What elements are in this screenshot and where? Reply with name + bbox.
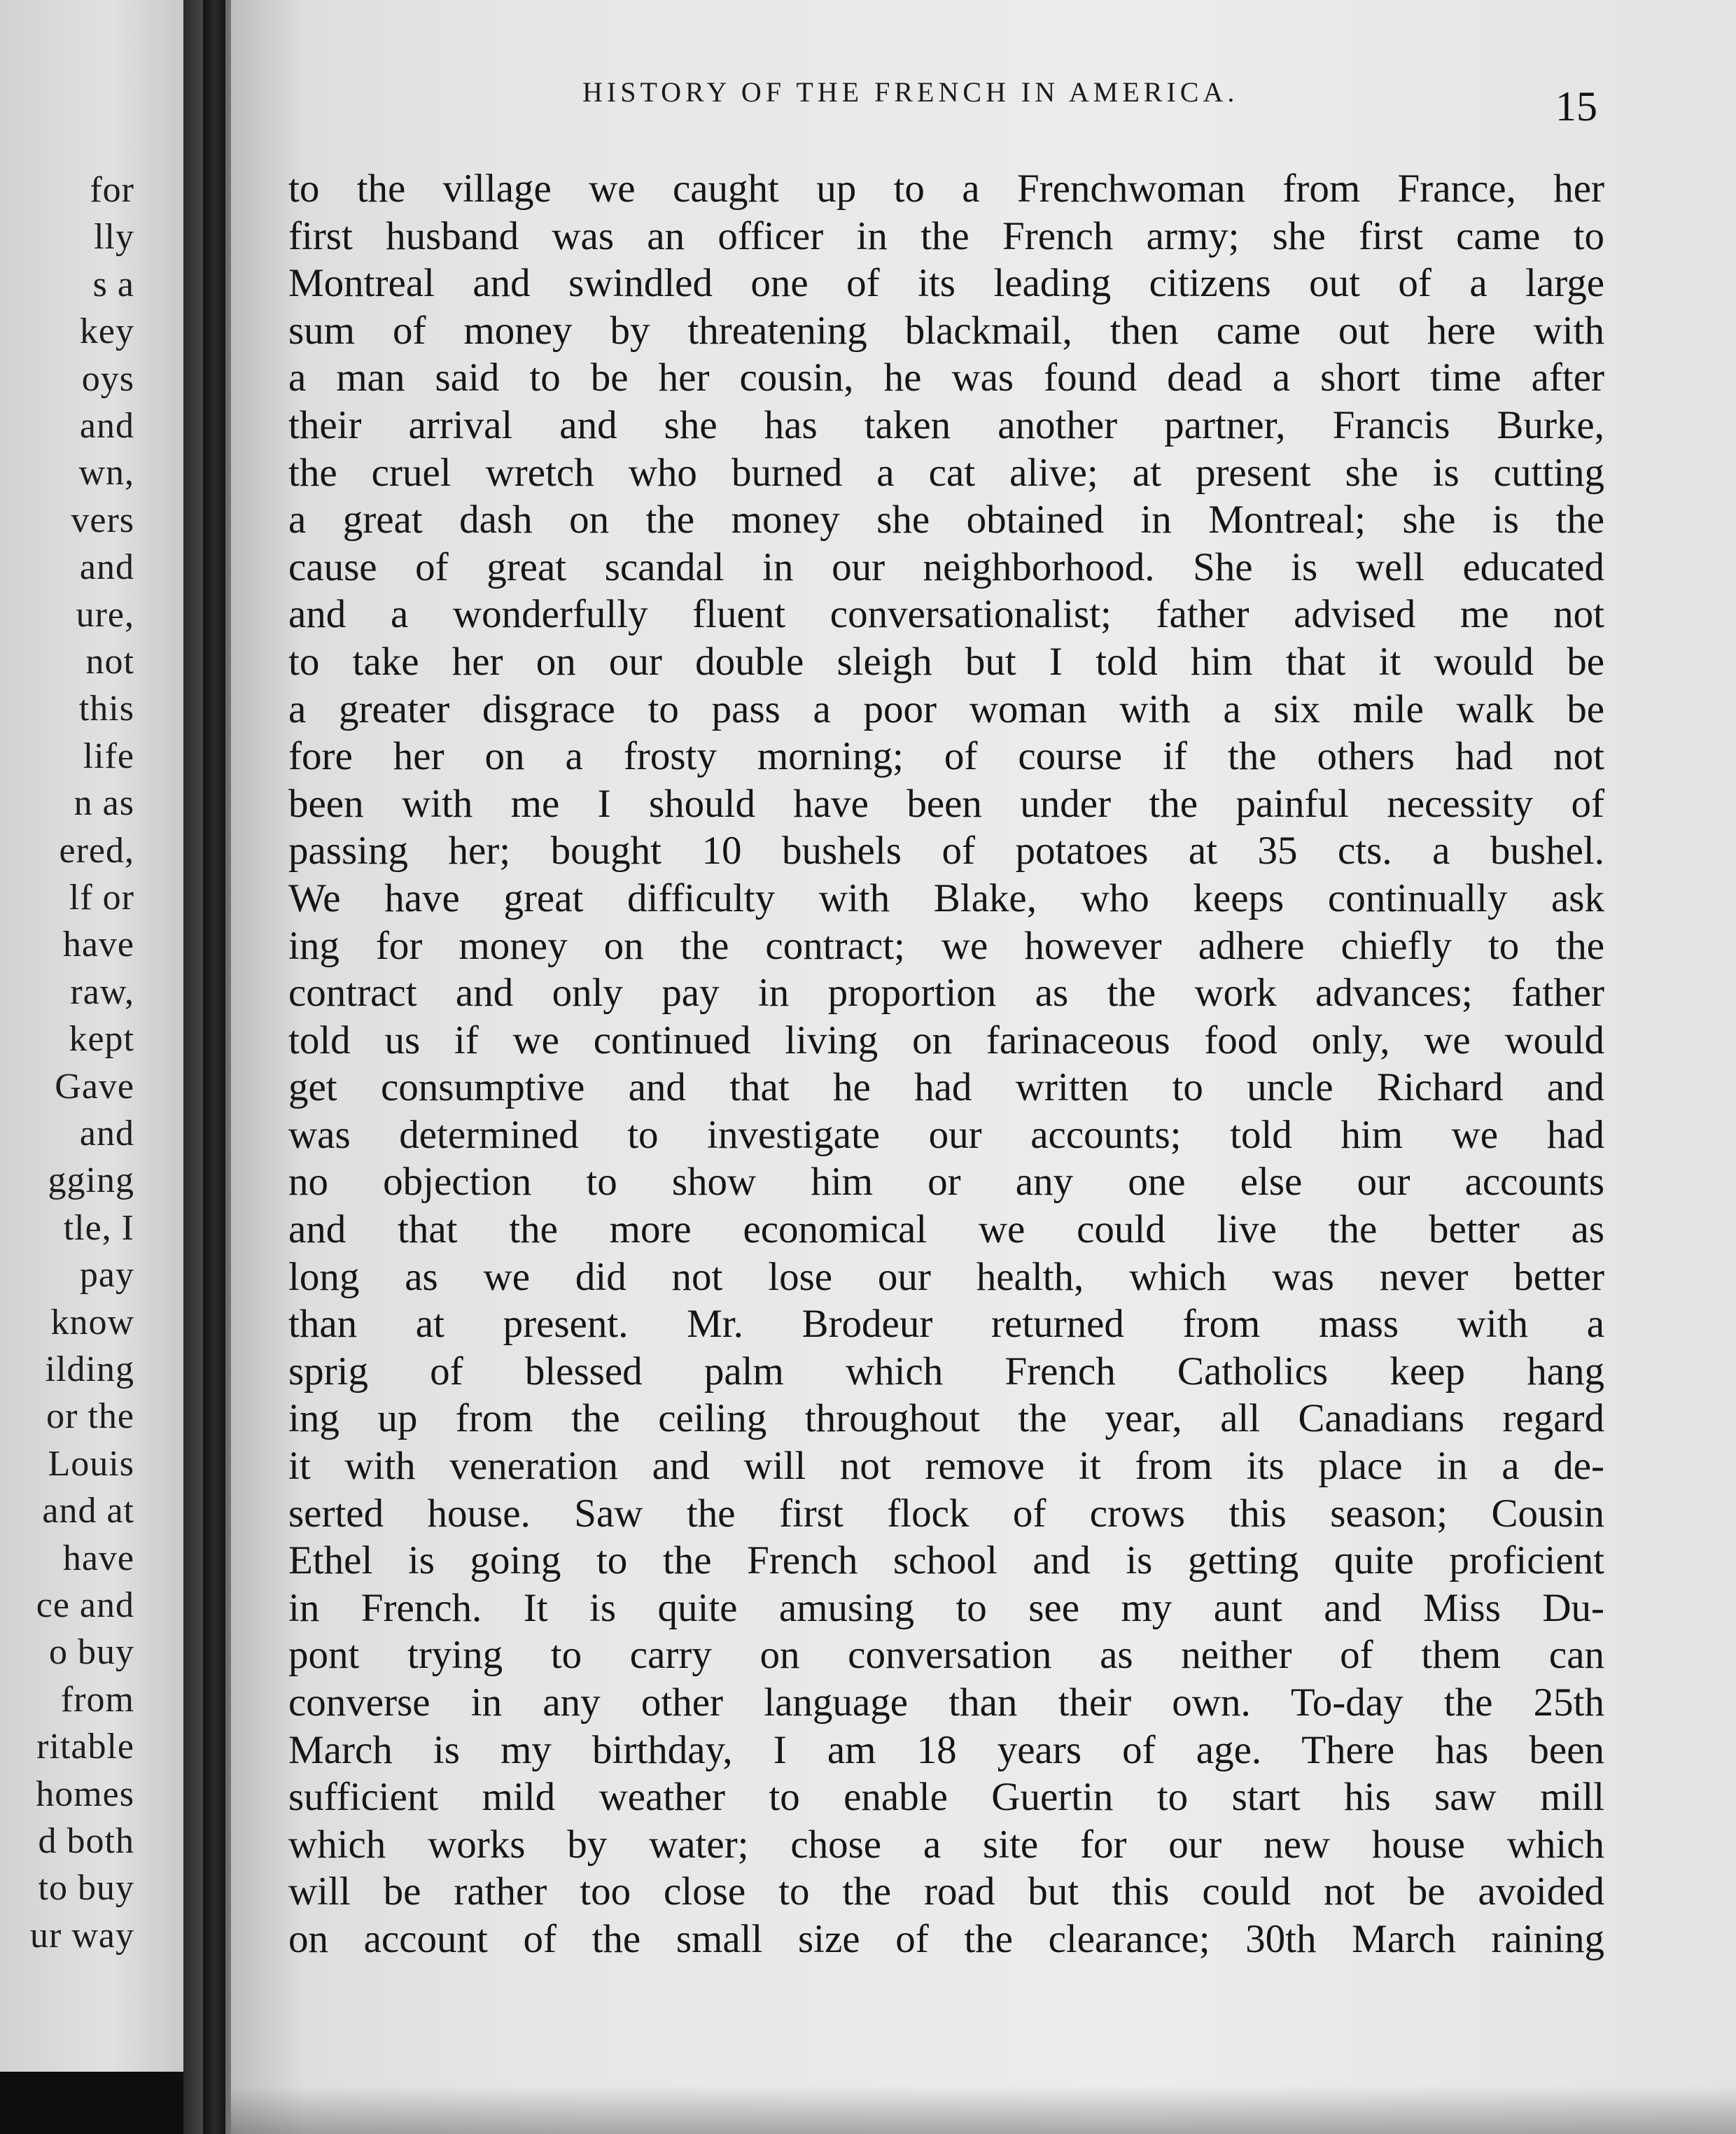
text-line: contract and only pay in proportion as the work advances; father [288,971,1604,1016]
left-page-text-fragment: Gave [55,1066,134,1107]
left-page-text-fragment: raw, [70,971,134,1012]
text-line: told us if we continued living on farinaceous food only, we would [288,1018,1604,1062]
text-line: a greater disgrace to pass a poor woman with a six mile walk be [288,687,1604,731]
text-line: serted house. Saw the first flock of crows this season; Cousin [288,1491,1604,1536]
text-line: the cruel wretch who burned a cat alive; at present she is cutting [288,450,1604,495]
left-page-text-fragment: s a [92,264,134,304]
left-page-text-fragment: key [79,311,134,352]
left-page-text-fragment: to buy [38,1868,134,1909]
page-bottom-edge [231,2086,1736,2134]
page-number: 15 [1555,83,1597,129]
left-page-text-fragment: and at [42,1491,134,1531]
left-page-text-fragment: life [83,736,134,776]
left-page-text-fragment: lf or [69,878,134,918]
left-page-text-fragment: ure, [76,594,134,635]
text-line: their arrival and she has taken another partner, Francis Burke, [288,402,1604,447]
text-line: and that the more economical we could live the better as [288,1207,1604,1252]
text-line: a man said to be her cousin, he was found dead a short time after [288,356,1604,400]
text-line: converse in any other language than their own. To-day the 25th [288,1680,1604,1725]
text-line: pont trying to carry on conversation as neither of them can [288,1633,1604,1678]
left-page-text-fragment: not [85,642,134,682]
left-page-text-fragment: know [50,1302,134,1342]
left-page-text-fragment: lly [94,217,134,258]
left-page-text-fragment: for [90,170,134,210]
text-line: a great dash on the money she obtained in Montreal; she is the [288,498,1604,542]
text-line: on account of the small size of the clearance; 30th March raining [288,1916,1604,1961]
text-line: sufficient mild weather to enable Guertin to start his saw mill [288,1775,1604,1820]
text-line: Montreal and swindled one of its leading citizens out of a large [288,261,1604,306]
text-line: Ethel is going to the French school and is getting quite proficient [288,1538,1604,1583]
left-page-text-fragment: or the [46,1396,134,1437]
text-line: in French. It is quite amusing to see my aunt and Miss Du- [288,1585,1604,1630]
text-line: passing her; bought 10 bushels of potatoes at 35 cts. a bushel. [288,829,1604,873]
text-line: no objection to show him or any one else our accounts [288,1160,1604,1205]
left-page-text-fragment: ilding [45,1349,134,1389]
text-line: fore her on a frosty morning; of course if the others had not [288,734,1604,779]
left-page-text-fragment: ritable [36,1727,134,1767]
text-line: it with veneration and will not remove it from its place in a de- [288,1444,1604,1489]
text-line: ing up from the ceiling throughout the year, all Canadians regard [288,1396,1604,1441]
text-line: and a wonderfully fluent conversationalist; father advised me not [288,592,1604,637]
binding-fold [203,0,225,2134]
text-line: long as we did not lose our health, which was never better [288,1254,1604,1299]
body-text [288,165,1604,1963]
text-line: which works by water; chose a site for our new house which [288,1822,1604,1867]
left-page-text-fragment: from [60,1679,134,1720]
text-line: cause of great scandal in our neighborhood. She is well educated [288,545,1604,589]
text-line: to take her on our double sleigh but I told him that it would be [288,639,1604,684]
left-page-text-fragment: homes [36,1774,134,1814]
text-line: March is my birthday, I am 18 years of age. There has been [288,1727,1604,1772]
left-page-text-fragment: and [79,406,134,446]
text-line: to the village we caught up to a Frenchwoman from France, her [288,167,1604,211]
text-line: first husband was an officer in the French army; she first came to [288,213,1604,258]
text-line: been with me I should have been under the painful necessity of [288,781,1604,826]
left-page-text-fragment: and [79,1114,134,1153]
left-page-text-fragment: kept [69,1019,134,1060]
left-page-text-fragment: ur way [30,1915,134,1956]
left-page-text-fragment: tle, I [63,1207,134,1248]
left-page-text-fragment: ce and [36,1585,134,1625]
left-page-text-fragment: wn, [78,453,134,493]
text-line: ing for money on the contract; we however adhere chiefly to the [288,923,1604,968]
left-page-text-fragment: vers [71,500,134,540]
left-page-text-fragment: have [62,925,134,965]
text-line: will be rather too close to the road but this could not be avoided [288,1869,1604,1914]
text-line: sprig of blessed palm which French Catholics keep hang [288,1349,1604,1394]
left-page-text-fragment: gging [48,1160,134,1201]
left-page-text-fragment: Louis [48,1443,134,1484]
left-page-text-fragment: oys [81,358,134,399]
running-title: HISTORY OF THE FRENCH IN AMERICA. [582,76,1239,108]
text-line: than at present. Mr. Brodeur returned from mass with a [288,1302,1604,1347]
left-facing-page [0,0,183,2072]
left-page-text-fragment: pay [79,1255,134,1296]
left-page-text-fragment: n as [74,783,134,824]
text-line: sum of money by threatening blackmail, then came out here with [288,308,1604,353]
left-page-text-fragment: o buy [49,1632,134,1673]
left-page-text-fragment: ered, [59,830,134,871]
text-line: get consumptive and that he had written to uncle Richard and [288,1065,1604,1110]
left-page-text-fragment: this [78,689,134,729]
text-line: was determined to investigate our accounts; told him we had [288,1112,1604,1157]
left-page-text-fragment: d both [38,1821,134,1861]
left-page-text-fragment: and [79,547,134,588]
left-page-text-fragment: have [62,1538,134,1578]
text-line: We have great difficulty with Blake, who keeps continually ask [288,876,1604,920]
